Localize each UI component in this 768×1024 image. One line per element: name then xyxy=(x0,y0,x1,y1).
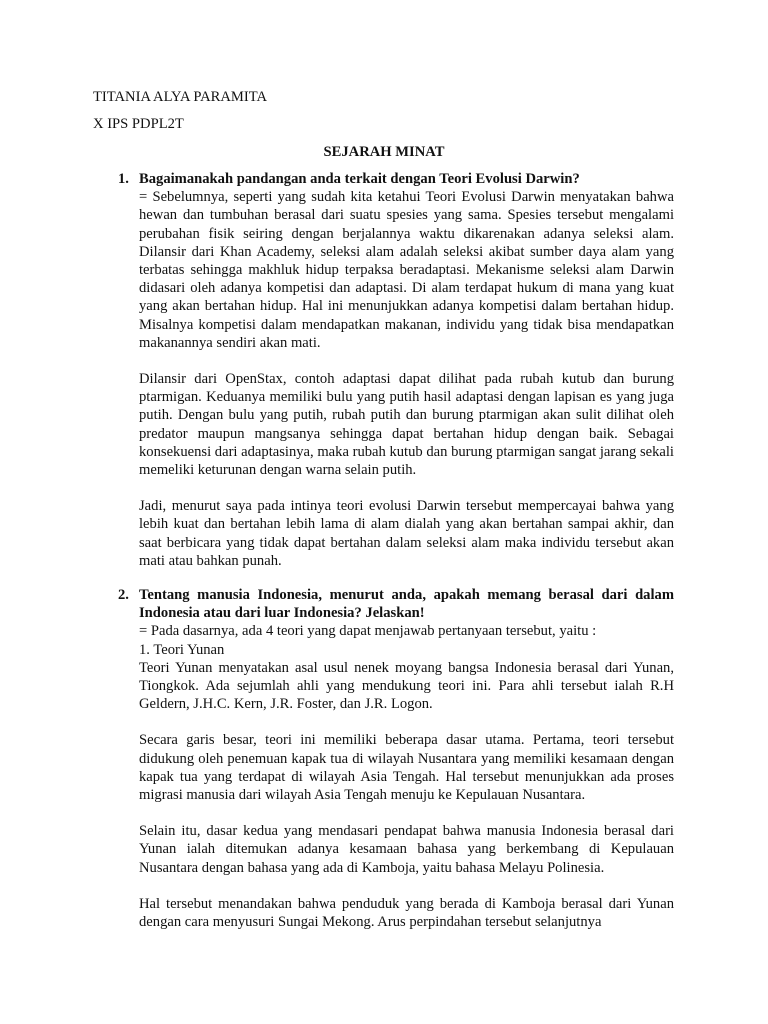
question-1 xyxy=(118,170,674,570)
answer-paragraph: Jadi, menurut saya pada intinya teori evolusi Darwin tersebut mempercayai bahwa yang lebih kuat dan bertahan lebih lama di alam dialah yang akan bertahan sampai akhir, dan saat berbicara yang tidak dapat bertahan dalam seleksi alam maka individu tersebut akan mati atau bahkan punah. xyxy=(139,498,674,569)
question-2 xyxy=(118,586,674,931)
document-title: SEJARAH MINAT xyxy=(323,144,445,160)
section-subheading: 1. Teori Yunan xyxy=(139,641,225,658)
student-name: TITANIA ALYA PARAMITA xyxy=(93,89,268,105)
question-body xyxy=(139,170,674,570)
answer-paragraph: Secara garis besar, teori ini memiliki beberapa dasar utama. Pertama, teori tersebut didukung oleh penemuan kapak tua di wilayah Nusantara yang memiliki kesamaan dengan kapak tua yang terdapat di wilayah Asia Tengah. Hal tersebut menunjukkan ada proses migrasi manusia dari wilayah Asia Tengah menuju ke Kepulauan Nusantara. xyxy=(139,732,674,804)
answer-paragraph: Hal tersebut menandakan bahwa penduduk yang berada di Kamboja berasal dari Yunan dengan cara menyusuri Sungai Mekong. Arus perpindahan tersebut selanjutnya xyxy=(139,895,674,931)
answer-paragraph: Selain itu, dasar kedua yang mendasari pendapat bahwa manusia Indonesia berasal dari Yunan ialah ditemukan adanya kesamaan bahasa yang berkembang di Kepulauan Nusantara dengan bahasa yang ada di Kamboja, yaitu bahasa Melayu Polinesia. xyxy=(139,823,674,876)
question-body xyxy=(139,586,674,931)
question-number: 2. xyxy=(118,587,129,603)
answer-intro: = Pada dasarnya, ada 4 teori yang dapat menjawab pertanyaan tersebut, yaitu : xyxy=(139,623,597,640)
answer-paragraph: = Sebelumnya, seperti yang sudah kita ketahui Teori Evolusi Darwin menyatakan bahwa hewan dan tumbuhan berasal dari suatu spesies yang sama. Spesies tersebut mengalami perubahan fisik seiring dengan berjalannya waktu dikarenakan adanya seleksi alam. Dilansir dari Khan Academy, seleksi alam adalah seleksi akibat sumber daya alam yang terbatas sehingga makhluk hidup terpaksa beradaptasi. Mekanisme seleksi alam Darwin didasari oleh adanya kompetisi dan adaptasi. Di alam terdapat hukum di mana yang kuat yang akan bertahan hidup. Hal ini menunjukkan adanya kompetisi dalam bertahan hidup. Misalnya kompetisi dalam mendapatkan makanan, individu yang tidak bisa mendapatkan makanannya sendiri akan mati. xyxy=(139,189,674,351)
question-number: 1. xyxy=(118,171,129,187)
student-class: X IPS PDPL2T xyxy=(93,116,184,132)
question-text: Tentang manusia Indonesia, menurut anda, apakah memang berasal dari dalam Indonesia atau dari luar Indonesia? Jelaskan! xyxy=(139,587,674,622)
answer-paragraph: Dilansir dari OpenStax, contoh adaptasi dapat dilihat pada rubah kutub dan burung ptarmigan. Keduanya memiliki bulu yang putih hasil adaptasi dengan lapisan es yang juga putih. Dengan bulu yang putih, rubah putih dan burung ptarmigan akan sulit dilihat oleh predator maupun mangsanya sehingga dapat bertahan hidup dengan baik. Sebagai konsekuensi dari adaptasinya, maka rubah kutub dan burung ptarmigan sangat jarang sekali memeliki keturunan dengan warna selain putih. xyxy=(139,371,674,479)
answer-paragraph: Teori Yunan menyatakan asal usul nenek moyang bangsa Indonesia berasal dari Yunan, Tiongkok. Ada sejumlah ahli yang mendukung teori ini. Para ahli tersebut ialah R.H Geldern, J.H.C. Kern, J.R. Foster, dan J.R. Logon. xyxy=(139,659,674,713)
question-text: Bagaimanakah pandangan anda terkait dengan Teori Evolusi Darwin? xyxy=(139,171,580,187)
